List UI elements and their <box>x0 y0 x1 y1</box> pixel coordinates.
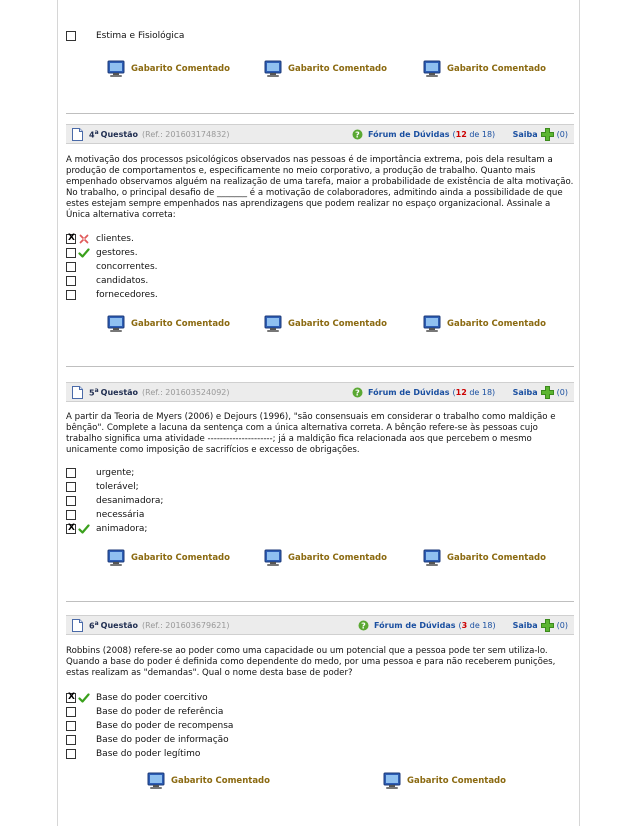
help-question-icon <box>358 620 369 631</box>
option-label: animadora; <box>96 524 148 534</box>
plus-icon <box>541 128 554 141</box>
option-row[interactable] <box>66 467 135 479</box>
wrong-x-icon <box>78 233 90 245</box>
monitor-icon <box>383 772 401 790</box>
option-row[interactable] <box>66 275 149 287</box>
option-row[interactable] <box>66 734 229 746</box>
option-checkbox[interactable] <box>66 248 76 258</box>
question-header <box>66 124 574 144</box>
gabarito-label: Gabarito Comentado <box>288 319 387 329</box>
question-number: 5$^a$ <box>89 386 99 398</box>
option-checkbox[interactable] <box>66 721 76 731</box>
question-ref: (Ref.: 201603524092) <box>142 387 230 397</box>
option-checkbox[interactable] <box>66 707 76 717</box>
question-word: Questão <box>100 387 139 397</box>
option-label: Base do poder de referência <box>96 707 224 717</box>
option-checkbox[interactable] <box>66 496 76 506</box>
gabarito-comentado-button[interactable] <box>423 59 546 79</box>
forum-link[interactable]: ? Fórum de Dúvidas (3 de 18) <box>358 620 496 631</box>
option-label: Base do poder de informação <box>96 735 229 745</box>
gabarito-comentado-button[interactable] <box>264 548 387 568</box>
question-number: 6$^a$ <box>89 619 99 631</box>
gabarito-comentado-button[interactable] <box>423 548 546 568</box>
option-row[interactable] <box>66 495 164 507</box>
monitor-icon <box>107 549 125 567</box>
option-row[interactable] <box>66 706 224 718</box>
option-label: fornecedores. <box>96 290 158 300</box>
monitor-icon <box>264 60 282 78</box>
option-row[interactable] <box>66 261 158 273</box>
correct-check-icon <box>78 692 90 704</box>
gabarito-label: Gabarito Comentado <box>131 553 230 563</box>
gabarito-label: Gabarito Comentado <box>131 319 230 329</box>
option-checkbox[interactable] <box>66 693 76 703</box>
option-checkbox[interactable] <box>66 290 76 300</box>
option-label: desanimadora; <box>96 496 164 506</box>
help-question-icon <box>352 129 363 140</box>
option-checkbox[interactable] <box>66 510 76 520</box>
gabarito-comentado-button[interactable] <box>107 59 230 79</box>
option-label: concorrentes. <box>96 262 158 272</box>
option-label: gestores. <box>96 248 138 258</box>
option-label: candidatos. <box>96 276 149 286</box>
question-word: Questão <box>100 129 139 139</box>
monitor-icon <box>423 549 441 567</box>
option-label: Base do poder coercitivo <box>96 693 208 703</box>
plus-icon <box>541 386 554 399</box>
gabarito-comentado-button[interactable] <box>264 314 387 334</box>
monitor-icon <box>107 315 125 333</box>
monitor-icon <box>423 315 441 333</box>
option-row[interactable] <box>66 692 208 704</box>
gabarito-comentado-button[interactable] <box>107 314 230 334</box>
gabarito-label: Gabarito Comentado <box>171 776 270 786</box>
gabarito-label: Gabarito Comentado <box>131 64 230 74</box>
gabarito-comentado-button[interactable] <box>264 59 387 79</box>
help-question-icon <box>352 387 363 398</box>
gabarito-comentado-button[interactable] <box>147 771 270 791</box>
gabarito-comentado-button[interactable] <box>423 314 546 334</box>
svg-text:?: ? <box>355 130 360 139</box>
option-label: necessária <box>96 510 145 520</box>
section-divider <box>66 366 574 367</box>
option-row[interactable] <box>66 30 185 42</box>
forum-link[interactable]: ? Fórum de Dúvidas (12 de 18) <box>352 129 495 140</box>
monitor-icon <box>147 772 165 790</box>
option-checkbox[interactable] <box>66 749 76 759</box>
gabarito-comentado-button[interactable] <box>383 771 506 791</box>
question-number: 4$^a$ <box>89 128 99 140</box>
svg-text:?: ? <box>355 388 360 397</box>
document-icon <box>72 386 83 399</box>
correct-check-icon <box>78 247 90 259</box>
section-divider <box>66 113 574 114</box>
svg-text:?: ? <box>361 621 366 630</box>
option-label: Base do poder de recompensa <box>96 721 234 731</box>
question-header <box>66 382 574 402</box>
question-word: Questão <box>100 620 139 630</box>
gabarito-comentado-button[interactable] <box>107 548 230 568</box>
option-checkbox[interactable] <box>66 524 76 534</box>
monitor-icon <box>264 549 282 567</box>
option-row[interactable] <box>66 289 158 301</box>
option-label: tolerável; <box>96 482 139 492</box>
gabarito-label: Gabarito Comentado <box>407 776 506 786</box>
forum-link[interactable]: ? Fórum de Dúvidas (12 de 18) <box>352 387 495 398</box>
option-label: Base do poder legítimo <box>96 749 201 759</box>
document-icon <box>72 619 83 632</box>
option-row[interactable] <box>66 523 148 535</box>
monitor-icon <box>264 315 282 333</box>
question-text: A partir da Teoria de Myers (2006) e Dejours (1996), "são consensuais em considerar o trabalho como maldição e bênção". Complete a lacuna da sentença com a única alternativa correta. A bênção refere-se às pessoas cujo trabalho significa uma atividade ---------------------; já a maldição fica relacionada aos que percebem o mesmo unicamente como imposição de sacrifícios e excesso de obrigações. <box>66 412 556 455</box>
option-label: urgente; <box>96 468 135 478</box>
option-checkbox[interactable] <box>66 234 76 244</box>
plus-icon <box>541 619 554 632</box>
gabarito-label: Gabarito Comentado <box>447 319 546 329</box>
gabarito-label: Gabarito Comentado <box>447 64 546 74</box>
section-divider <box>66 601 574 602</box>
option-label: Estima e Fisiológica <box>96 31 185 41</box>
option-row[interactable] <box>66 233 134 245</box>
question-ref: (Ref.: 201603679621) <box>142 620 230 630</box>
saiba-link[interactable]: Saiba (0) <box>512 620 568 630</box>
monitor-icon <box>423 60 441 78</box>
question-ref: (Ref.: 201603174832) <box>142 129 230 139</box>
gabarito-label: Gabarito Comentado <box>447 553 546 563</box>
option-label: clientes. <box>96 234 134 244</box>
gabarito-label: Gabarito Comentado <box>288 553 387 563</box>
monitor-icon <box>107 60 125 78</box>
saiba-link[interactable]: Saiba (0) <box>512 129 568 139</box>
saiba-link[interactable]: Saiba (0) <box>512 387 568 397</box>
option-checkbox[interactable] <box>66 735 76 745</box>
option-row[interactable] <box>66 748 201 760</box>
option-checkbox[interactable] <box>66 482 76 492</box>
gabarito-label: Gabarito Comentado <box>288 64 387 74</box>
option-row[interactable] <box>66 247 138 259</box>
question-text: A motivação dos processos psicológicos observados nas pessoas é de importância extrema, pois dela resultam a produção de comportamentos e, especificamente no meio corporativo, a produção de trabalho. Quanto mais empenhado observamos alguém na realização de uma tarefa, maior a probabilidade de existência de alta motivação. No trabalho, o principal desafio de _______ é a motivação de colaboradores, admitindo ainda a possibilidade de que estes estejam sempre empenhados nas aprendizagens que podem realizar no espaço organizacional. Assinale a Única alternativa correta: <box>66 155 574 220</box>
option-checkbox[interactable] <box>66 31 76 41</box>
option-row[interactable] <box>66 720 234 732</box>
correct-check-icon <box>78 523 90 535</box>
option-row[interactable] <box>66 481 139 493</box>
document-icon <box>72 128 83 141</box>
option-checkbox[interactable] <box>66 276 76 286</box>
question-header <box>66 615 574 635</box>
option-checkbox[interactable] <box>66 468 76 478</box>
option-checkbox[interactable] <box>66 262 76 272</box>
question-text: Robbins (2008) refere-se ao poder como uma capacidade ou um potencial que a pessoa pode ter sem utiliza-lo. Quando a base do poder é definida como dependente do medo, por uma pessoa e para não receberem punições, estas realizam as "demandas". Qual o nome desta base de poder? <box>66 646 556 678</box>
option-row[interactable] <box>66 509 145 521</box>
